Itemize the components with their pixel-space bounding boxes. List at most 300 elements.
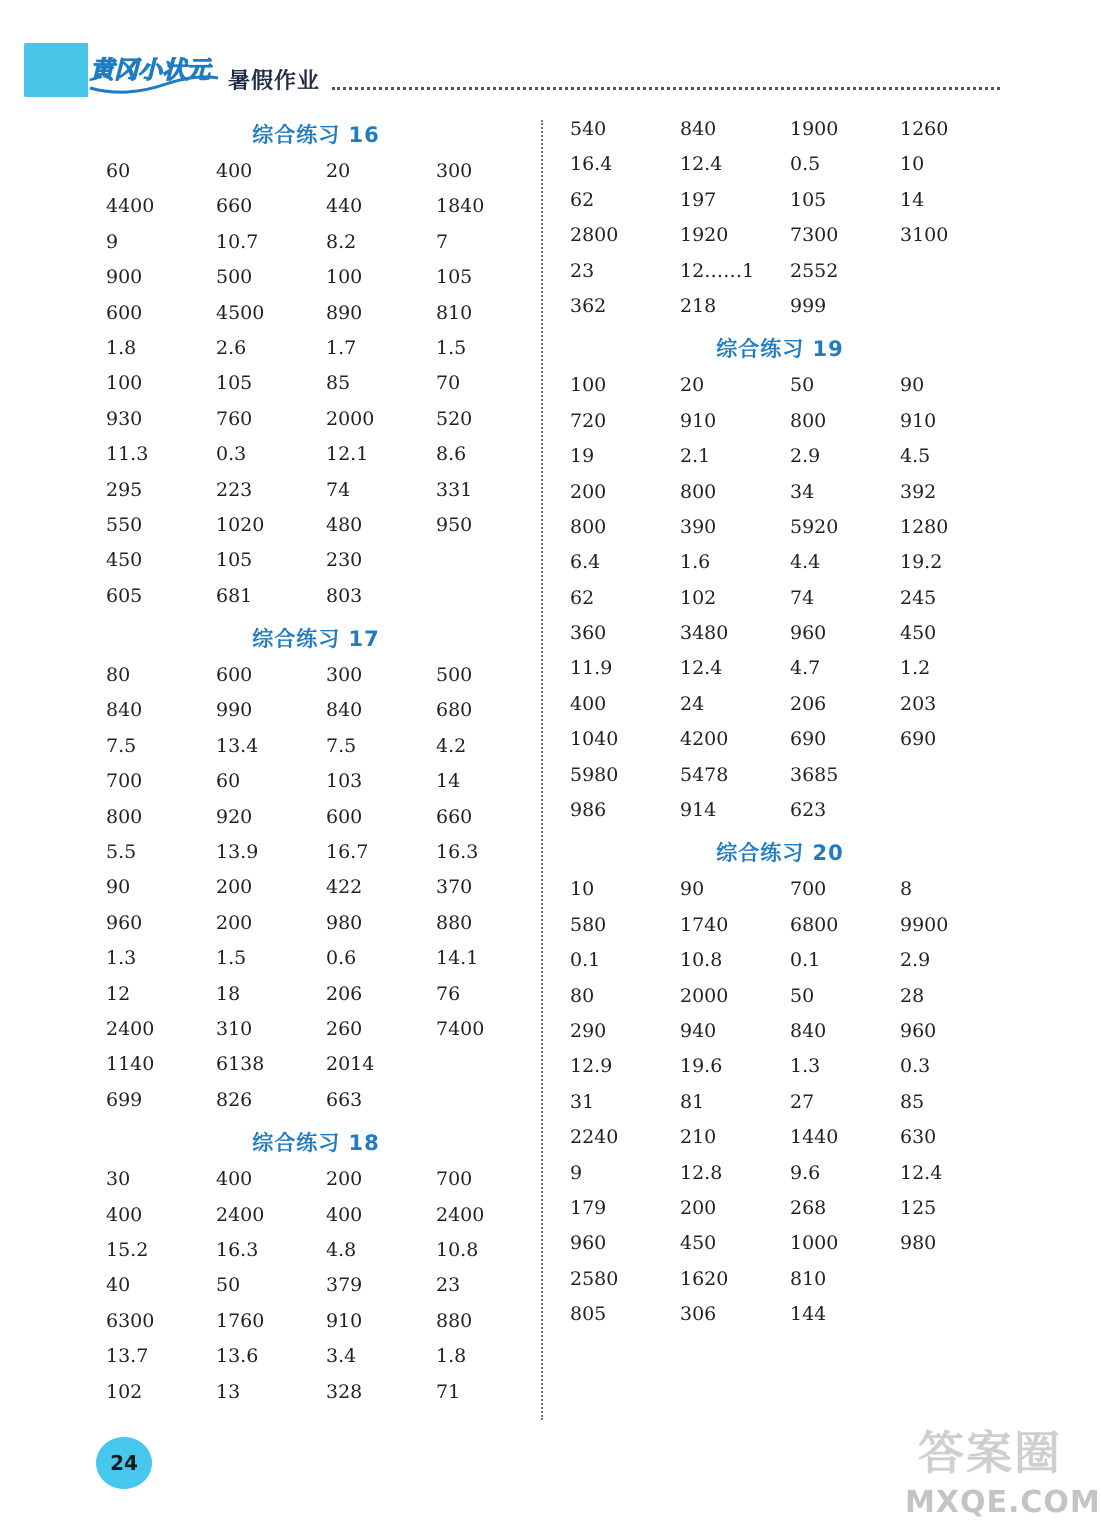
answer-cell: 910 <box>326 1309 363 1332</box>
answer-cell: 5980 <box>570 763 619 786</box>
answer-cell: 1040 <box>570 728 619 751</box>
answer-cell: 7300 <box>790 224 839 247</box>
answer-cell: 1020 <box>216 513 265 536</box>
answer-cell <box>890 793 1000 828</box>
answer-row <box>96 260 536 295</box>
answer-cell: 699 <box>106 1088 143 1111</box>
answer-row <box>96 1047 536 1082</box>
answer-cell: 2400 <box>216 1203 265 1226</box>
answer-cell: 450 <box>900 622 937 645</box>
answer-cell: 14.1 <box>436 947 479 970</box>
answer-cell: 310 <box>216 1017 253 1040</box>
answer-cell: 223 <box>216 478 253 501</box>
answer-row <box>560 1297 1000 1332</box>
answer-cell: 200 <box>680 1196 717 1219</box>
answer-cell: 12.8 <box>680 1161 723 1184</box>
answer-cell: 8 <box>900 878 913 901</box>
answer-cell: 13.6 <box>216 1345 259 1368</box>
answer-cell <box>426 1083 536 1118</box>
exercise-section <box>96 614 536 1118</box>
answer-row <box>560 475 1000 510</box>
answer-cell: 50 <box>790 374 815 397</box>
answer-cell: 400 <box>106 1203 143 1226</box>
answer-cell: 3480 <box>680 622 729 645</box>
answer-row <box>560 943 1000 978</box>
answer-cell: 105 <box>216 549 253 572</box>
answer-cell: 4400 <box>106 195 155 218</box>
answer-row <box>560 581 1000 616</box>
header-color-tab <box>24 43 88 97</box>
answer-cell: 910 <box>900 409 937 432</box>
answer-row <box>96 154 536 189</box>
answer-cell: 800 <box>106 805 143 828</box>
answer-cell: 60 <box>216 770 241 793</box>
answer-cell: 7 <box>436 230 449 253</box>
answer-row <box>96 977 536 1012</box>
answer-cell: 390 <box>680 515 717 538</box>
section-title: 综合练习 20 <box>716 841 844 866</box>
answer-cell: 760 <box>216 407 253 430</box>
answer-cell: 3685 <box>790 763 839 786</box>
exercise-section <box>96 1118 536 1410</box>
answer-cell: 930 <box>106 407 143 430</box>
answer-row <box>560 1085 1000 1120</box>
answer-cell: 105 <box>790 188 827 211</box>
answer-cell: 105 <box>436 266 473 289</box>
answer-cell: 12……1 <box>680 259 755 282</box>
answer-row <box>96 1233 536 1268</box>
answer-cell: 700 <box>436 1168 473 1191</box>
answer-cell: 144 <box>790 1303 827 1326</box>
answer-cell: 85 <box>900 1090 925 1113</box>
answer-cell: 379 <box>326 1274 363 1297</box>
answer-cell: 20 <box>680 374 705 397</box>
answer-cell: 1000 <box>790 1232 839 1255</box>
answer-cell: 7.5 <box>106 734 137 757</box>
answer-cell: 630 <box>900 1126 937 1149</box>
answer-cell: 1620 <box>680 1267 729 1290</box>
answer-cell: 90 <box>900 374 925 397</box>
answer-row <box>96 1083 536 1118</box>
answer-cell: 960 <box>790 622 827 645</box>
answer-cell: 19 <box>570 445 595 468</box>
answer-cell <box>890 1297 1000 1332</box>
answer-cell: 14 <box>900 188 925 211</box>
answer-cell: 12.9 <box>570 1055 613 1078</box>
answer-cell: 540 <box>570 118 607 140</box>
answer-row <box>96 543 536 578</box>
answer-cell: 840 <box>106 699 143 722</box>
answer-cell: 100 <box>326 266 363 289</box>
answer-cell: 803 <box>326 584 363 607</box>
answer-cell: 950 <box>436 513 473 536</box>
answer-cell: 681 <box>216 584 253 607</box>
answer-cell: 800 <box>680 480 717 503</box>
section-title: 综合练习 19 <box>716 337 844 362</box>
answer-row <box>96 693 536 728</box>
exercise-section <box>560 828 1000 1332</box>
answer-cell: 105 <box>216 372 253 395</box>
answer-cell: 12.1 <box>326 443 369 466</box>
answer-cell: 300 <box>326 664 363 687</box>
answer-cell <box>426 1047 536 1082</box>
answer-cell: 179 <box>570 1196 607 1219</box>
answer-cell: 230 <box>326 549 363 572</box>
answer-cell: 81 <box>680 1090 705 1113</box>
answer-cell: 12 <box>106 982 131 1005</box>
answer-cell: 80 <box>106 664 131 687</box>
answer-cell: 600 <box>106 301 143 324</box>
answer-cell: 12.4 <box>900 1161 943 1184</box>
answer-cell: 840 <box>680 118 717 140</box>
answer-cell: 10.8 <box>680 949 723 972</box>
answer-row <box>560 254 1000 289</box>
answer-cell: 450 <box>106 549 143 572</box>
answer-cell: 2552 <box>790 259 839 282</box>
answer-cell: 805 <box>570 1303 607 1326</box>
answer-cell: 1.5 <box>216 947 247 970</box>
answer-cell: 1440 <box>790 1126 839 1149</box>
answer-row <box>96 870 536 905</box>
answer-cell: 5478 <box>680 763 729 786</box>
answer-cell: 62 <box>570 188 595 211</box>
answer-cell: 2014 <box>326 1053 375 1076</box>
answer-cell: 6300 <box>106 1309 155 1332</box>
answer-cell: 9 <box>570 1161 583 1184</box>
answer-row <box>560 872 1000 907</box>
answer-row <box>96 402 536 437</box>
answer-row <box>96 764 536 799</box>
answer-row <box>96 437 536 472</box>
answer-cell <box>890 1262 1000 1297</box>
answer-cell: 218 <box>680 294 717 317</box>
answer-cell: 268 <box>790 1196 827 1219</box>
answer-cell: 4.8 <box>326 1238 357 1261</box>
answer-cell: 7.5 <box>326 734 357 757</box>
answer-cell: 2.9 <box>790 445 821 468</box>
answer-row <box>560 218 1000 253</box>
answer-cell: 500 <box>216 266 253 289</box>
answer-cell: 14 <box>436 770 461 793</box>
answer-row <box>96 225 536 260</box>
answer-cell: 306 <box>680 1303 717 1326</box>
answer-cell: 11.9 <box>570 657 613 680</box>
answer-cell: 15.2 <box>106 1238 149 1261</box>
answer-cell: 24 <box>680 692 705 715</box>
answer-row <box>560 758 1000 793</box>
answer-cell: 100 <box>570 374 607 397</box>
answer-cell: 9 <box>106 230 119 253</box>
answer-cell: 1760 <box>216 1309 265 1332</box>
answer-row <box>560 510 1000 545</box>
column-divider <box>541 120 543 1420</box>
answer-cell: 10 <box>570 878 595 901</box>
answer-row <box>96 906 536 941</box>
answer-row <box>96 941 536 976</box>
answer-cell: 34 <box>790 480 815 503</box>
answer-cell: 660 <box>216 195 253 218</box>
page-number-badge: 24 <box>96 1437 152 1489</box>
answer-cell: 74 <box>326 478 351 501</box>
answer-row <box>96 658 536 693</box>
answer-cell: 200 <box>570 480 607 503</box>
answer-cell: 2580 <box>570 1267 619 1290</box>
answer-row <box>96 1268 536 1303</box>
answer-row <box>560 979 1000 1014</box>
answer-cell: 90 <box>106 876 131 899</box>
answer-cell: 520 <box>436 407 473 430</box>
answer-cell: 1.7 <box>326 336 357 359</box>
brand-logo <box>86 48 222 96</box>
answer-cell: 102 <box>680 586 717 609</box>
section-title: 综合练习 17 <box>252 627 380 652</box>
answer-row <box>96 331 536 366</box>
right-column <box>560 110 1000 1333</box>
answer-cell: 90 <box>680 878 705 901</box>
answer-cell: 999 <box>790 294 827 317</box>
answer-row <box>96 296 536 331</box>
answer-cell: 290 <box>570 1019 607 1042</box>
answer-row <box>96 189 536 224</box>
answer-cell: 10 <box>900 153 925 176</box>
answer-cell: 206 <box>790 692 827 715</box>
watermark-line1: 答案圈 <box>918 1426 1062 1480</box>
answer-cell: 810 <box>436 301 473 324</box>
answer-cell: 4500 <box>216 301 265 324</box>
answer-cell: 500 <box>436 664 473 687</box>
answer-cell <box>890 254 1000 289</box>
answer-cell: 400 <box>216 160 253 182</box>
answer-cell: 980 <box>900 1232 937 1255</box>
answer-cell: 880 <box>436 911 473 934</box>
answer-cell: 840 <box>326 699 363 722</box>
answer-cell: 203 <box>900 692 937 715</box>
answer-cell: 197 <box>680 188 717 211</box>
answer-cell: 16.3 <box>216 1238 259 1261</box>
answer-row <box>96 800 536 835</box>
answer-cell: 920 <box>216 805 253 828</box>
answer-cell: 16.3 <box>436 841 479 864</box>
answer-cell: 940 <box>680 1019 717 1042</box>
answer-row <box>560 545 1000 580</box>
answer-row <box>560 722 1000 757</box>
answer-cell: 450 <box>680 1232 717 1255</box>
answer-cell: 392 <box>900 480 937 503</box>
answer-cell: 9900 <box>900 913 949 936</box>
answer-cell: 990 <box>216 699 253 722</box>
answer-cell: 125 <box>900 1196 937 1219</box>
answer-cell: 10.7 <box>216 230 259 253</box>
answer-cell: 200 <box>216 911 253 934</box>
series-title: 暑假作业 <box>228 69 321 94</box>
answer-cell: 910 <box>680 409 717 432</box>
left-column <box>96 110 536 1410</box>
answer-cell: 2.9 <box>900 949 931 972</box>
answer-cell: 8.6 <box>436 443 467 466</box>
answer-cell: 2000 <box>326 407 375 430</box>
answer-cell: 40 <box>106 1274 131 1297</box>
answer-cell: 80 <box>570 984 595 1007</box>
answer-cell: 19.6 <box>680 1055 723 1078</box>
answer-cell: 2000 <box>680 984 729 1007</box>
answer-cell: 0.1 <box>570 949 601 972</box>
answer-cell: 880 <box>436 1309 473 1332</box>
answer-cell: 1.3 <box>106 947 137 970</box>
answer-cell: 295 <box>106 478 143 501</box>
answer-cell: 800 <box>570 515 607 538</box>
answer-cell: 210 <box>680 1126 717 1149</box>
answer-cell <box>426 579 536 614</box>
answer-cell: 680 <box>436 699 473 722</box>
answer-cell: 810 <box>790 1267 827 1290</box>
answer-cell: 3.4 <box>326 1345 357 1368</box>
answer-cell: 0.3 <box>900 1055 931 1078</box>
answer-cell: 103 <box>326 770 363 793</box>
answer-cell: 960 <box>900 1019 937 1042</box>
answer-cell: 605 <box>106 584 143 607</box>
answer-cell: 74 <box>790 586 815 609</box>
answer-cell: 30 <box>106 1168 131 1191</box>
answer-cell: 50 <box>216 1274 241 1297</box>
answer-cell: 663 <box>326 1088 363 1111</box>
answer-cell: 70 <box>436 372 461 395</box>
answer-cell: 102 <box>106 1380 143 1403</box>
answer-cell: 400 <box>326 1203 363 1226</box>
answer-cell: 826 <box>216 1088 253 1111</box>
answer-cell: 23 <box>436 1274 461 1297</box>
answer-cell: 12.4 <box>680 657 723 680</box>
answer-cell: 960 <box>570 1232 607 1255</box>
answer-cell: 2240 <box>570 1126 619 1149</box>
answer-cell: 1.5 <box>436 336 467 359</box>
answer-cell: 200 <box>326 1168 363 1191</box>
answer-cell: 331 <box>436 478 473 501</box>
answer-cell: 1.8 <box>106 336 137 359</box>
answer-cell: 1260 <box>900 118 949 140</box>
answer-cell: 2800 <box>570 224 619 247</box>
answer-cell: 200 <box>216 876 253 899</box>
answer-cell: 690 <box>900 728 937 751</box>
answer-row <box>560 1156 1000 1191</box>
answer-row <box>560 1014 1000 1049</box>
answer-cell: 800 <box>790 409 827 432</box>
watermark <box>905 1420 1101 1536</box>
answer-row <box>96 1012 536 1047</box>
answer-row <box>560 793 1000 828</box>
answer-cell: 27 <box>790 1090 815 1113</box>
answer-row <box>560 616 1000 651</box>
answer-row <box>96 1198 536 1233</box>
answer-row <box>560 147 1000 182</box>
answer-cell: 1.8 <box>436 1345 467 1368</box>
answer-cell: 2400 <box>436 1203 485 1226</box>
exercise-section <box>96 110 536 614</box>
answer-row <box>96 1339 536 1374</box>
answer-cell: 400 <box>216 1168 253 1191</box>
answer-cell: 2.6 <box>216 336 247 359</box>
answer-row <box>96 366 536 401</box>
answer-cell: 4200 <box>680 728 729 751</box>
answer-row <box>560 1120 1000 1155</box>
answer-cell: 550 <box>106 513 143 536</box>
answer-cell: 12.4 <box>680 153 723 176</box>
answer-cell: 440 <box>326 195 363 218</box>
answer-cell: 28 <box>900 984 925 1007</box>
answer-cell: 700 <box>106 770 143 793</box>
answer-cell: 7400 <box>436 1017 485 1040</box>
answer-cell <box>890 758 1000 793</box>
answer-cell: 13.4 <box>216 734 259 757</box>
answer-cell: 245 <box>900 586 937 609</box>
answer-cell: 362 <box>570 294 607 317</box>
answer-cell: 840 <box>790 1019 827 1042</box>
answer-cell: 9.6 <box>790 1161 821 1184</box>
answer-cell: 23 <box>570 259 595 282</box>
watermark-line2: MXQE.COM <box>905 1485 1101 1520</box>
answer-row <box>560 183 1000 218</box>
answer-cell: 11.3 <box>106 443 149 466</box>
answer-cell: 85 <box>326 372 351 395</box>
answer-cell: 600 <box>326 805 363 828</box>
answer-cell: 3100 <box>900 224 949 247</box>
answer-cell: 206 <box>326 982 363 1005</box>
answer-cell: 10.8 <box>436 1238 479 1261</box>
svg-text:黄冈小状元: 黄冈小状元 <box>90 56 210 84</box>
answer-cell: 4.4 <box>790 551 821 574</box>
answer-cell: 580 <box>570 913 607 936</box>
answer-row <box>96 1375 536 1410</box>
answer-cell: 8.2 <box>326 230 357 253</box>
answer-row <box>560 1191 1000 1226</box>
answer-cell: 31 <box>570 1090 595 1113</box>
answer-cell: 623 <box>790 799 827 822</box>
answer-cell: 13.7 <box>106 1345 149 1368</box>
answer-cell: 890 <box>326 301 363 324</box>
answer-cell: 600 <box>216 664 253 687</box>
answer-cell: 480 <box>326 513 363 536</box>
answer-cell: 986 <box>570 799 607 822</box>
answer-cell: 1840 <box>436 195 485 218</box>
answer-cell: 5.5 <box>106 841 137 864</box>
answer-cell: 13.9 <box>216 841 259 864</box>
header-dotted-line <box>332 87 1000 90</box>
answer-cell: 1900 <box>790 118 839 140</box>
answer-row <box>560 1262 1000 1297</box>
answer-cell: 62 <box>570 586 595 609</box>
answer-cell: 360 <box>570 622 607 645</box>
answer-cell: 0.3 <box>216 443 247 466</box>
answer-cell: 4.7 <box>790 657 821 680</box>
answer-cell: 900 <box>106 266 143 289</box>
answer-cell: 1920 <box>680 224 729 247</box>
answer-row <box>560 368 1000 403</box>
answer-row <box>560 1226 1000 1261</box>
answer-cell: 1.2 <box>900 657 931 680</box>
section-title: 综合练习 16 <box>252 123 380 147</box>
answer-cell: 4.5 <box>900 445 931 468</box>
answer-row <box>560 908 1000 943</box>
answer-row <box>560 404 1000 439</box>
answer-cell: 1140 <box>106 1053 155 1076</box>
answer-cell: 660 <box>436 805 473 828</box>
answer-cell: 6.4 <box>570 551 601 574</box>
answer-row <box>96 1162 536 1197</box>
answer-cell: 980 <box>326 911 363 934</box>
answer-cell: 914 <box>680 799 717 822</box>
answer-cell: 16.4 <box>570 153 613 176</box>
answer-cell: 6138 <box>216 1053 265 1076</box>
answer-cell: 20 <box>326 160 351 182</box>
